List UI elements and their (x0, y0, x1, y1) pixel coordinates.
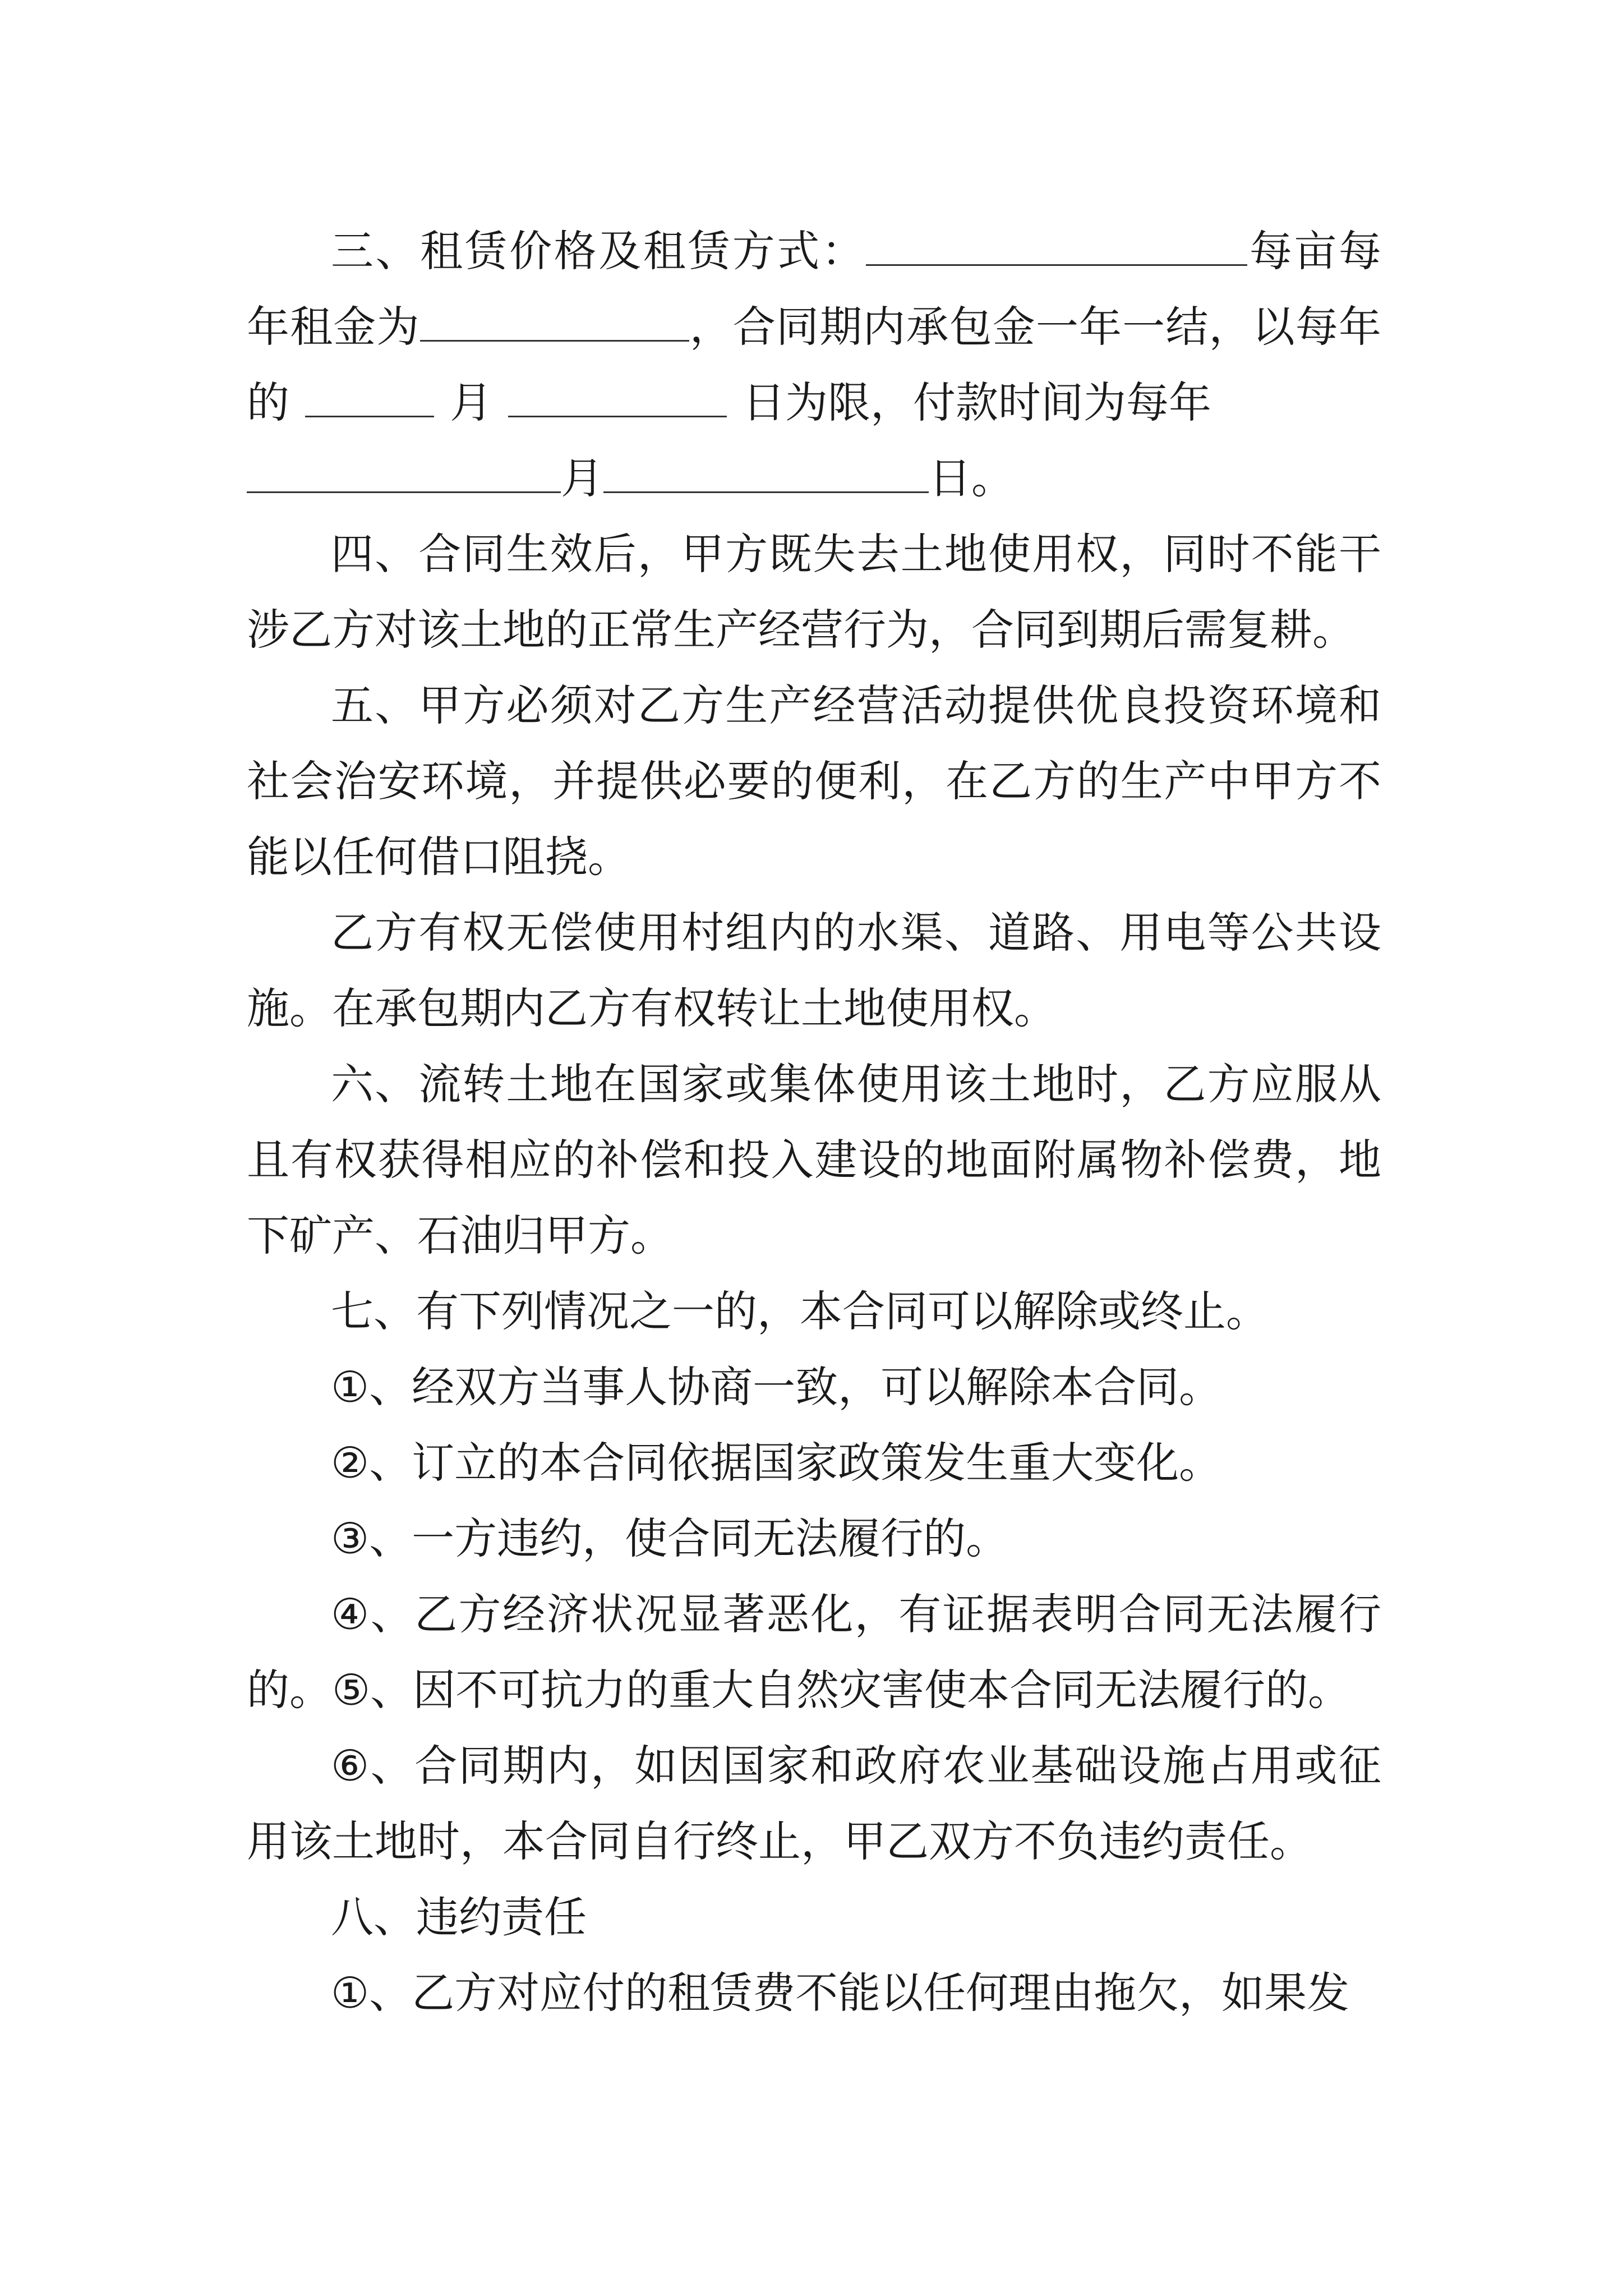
clause-4: 四、合同生效后，甲方既失去土地使用权，同时不能干涉乙方对该土地的正常生产经营行为，合同到期后需复耕。 (247, 529, 1381, 655)
contract-body (247, 213, 1381, 2031)
clause-3-settlement: ，合同期内承包金一年一结，以每年的 (247, 302, 1382, 427)
payment-day-blank[interactable] (603, 458, 929, 493)
clause-6: 六、流转土地在国家或集体使用该土地时，乙方应服从且有权获得相应的补偿和投入建设的地面附属物补偿费，地下矿产、石油归甲方。 (247, 1059, 1381, 1260)
clause-5-supplement: 乙方有权无偿使用村组内的水渠、道路、用电等公共设施。在承包期内乙方有权转让土地使用权。 (247, 908, 1381, 1033)
month-label: 月 (450, 378, 492, 427)
clause-7-item-3: ③、一方违约，使合同无法履行的。 (331, 1513, 1009, 1563)
deadline-month-blank[interactable] (305, 382, 434, 417)
deadline-day-blank[interactable] (508, 382, 727, 417)
annual-rent-blank[interactable] (420, 306, 689, 342)
payment-month-blank[interactable] (247, 458, 561, 493)
clause-8-item-1: ①、乙方对应付的租赁费不能以任何理由拖欠，如果发 (331, 1968, 1350, 2018)
clause-3-lead: 三、租赁价格及租赁方式： (331, 226, 866, 276)
clause-3-payment-time: 日为限，付款时间为每年 (743, 378, 1211, 427)
clause-3-rent-label: 每亩每年租金为 (247, 226, 1382, 352)
clause-7-item-2: ②、订立的本合同依据国家政策发生重大变化。 (331, 1438, 1222, 1488)
clause-3 (247, 213, 1381, 516)
clause-7: 七、有下列情况之一的，本合同可以解除或终止。 (331, 1286, 1269, 1336)
clause-8-heading: 八、违约责任 (331, 1892, 587, 1942)
clause-7-item-4-5: ④、乙方经济状况显著恶化，有证据表明合同无法履行的。⑤、因不可抗力的重大自然灾害使本合同无法履行的。 (247, 1589, 1381, 1715)
clause-7-item-1: ①、经双方当事人协商一致，可以解除本合同。 (331, 1362, 1222, 1412)
clause-3-end: 日。 (929, 453, 1014, 503)
month-label-2: 月 (561, 453, 603, 503)
price-method-blank[interactable] (866, 231, 1247, 266)
clause-7-item-6: ⑥、合同期内，如因国家和政府农业基础设施占用或征用该土地时，本合同自行终止，甲乙双方不负违约责任。 (247, 1741, 1381, 1866)
clause-5: 五、甲方必须对乙方生产经营活动提供优良投资环境和社会治安环境，并提供必要的便利，在乙方的生产中甲方不能以任何借口阻挠。 (247, 680, 1381, 882)
